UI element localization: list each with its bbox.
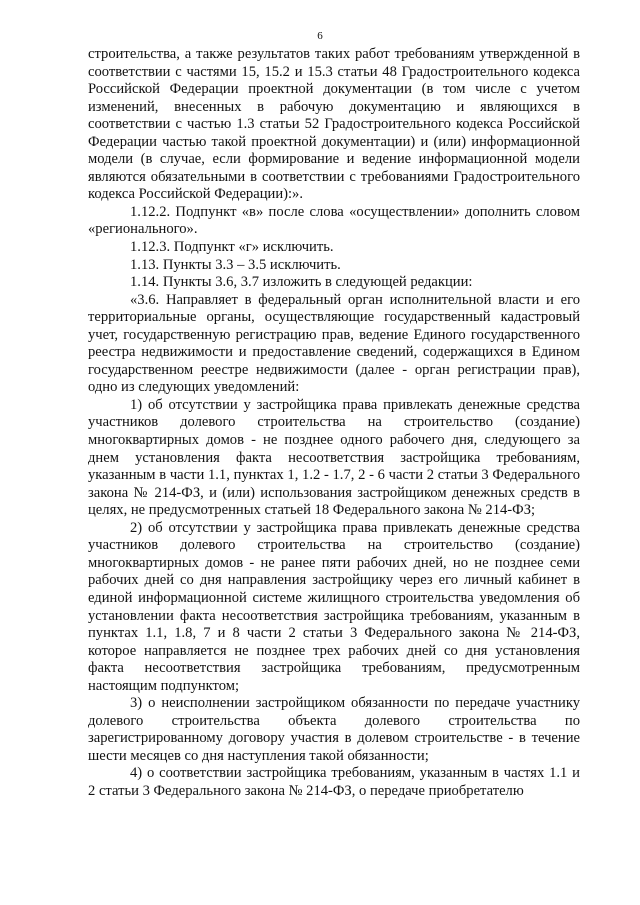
paragraph-3-6: «3.6. Направляет в федеральный орган исполнительной власти и его территориальные органы, осуществляющие государственный кадастровый учет, государственную регистрацию прав, ведение Единого государственного реестра недвижимости и предоставление сведений, содержащихся в Едином государственном реестре недвижимости (далее - орган регистрации прав), одно из следующих уведомлений: — [88, 291, 580, 396]
document-body — [88, 46, 580, 801]
list-item-3: 3) о неисполнении застройщиком обязанности по передаче участнику долевого строительства объекта долевого строительства по зарегистрированному договору участия в долевом строительстве - в течение шести месяцев со дня наступления такой обязанности; — [88, 695, 580, 764]
page-number: 6 — [317, 30, 323, 42]
paragraph-1-14: 1.14. Пункты 3.6, 3.7 изложить в следующей редакции: — [130, 274, 473, 291]
paragraph-1-12-2: 1.12.2. Подпункт «в» после слова «осуществлении» дополнить словом «регионального». — [88, 203, 580, 238]
paragraph-1-13: 1.13. Пункты 3.3 – 3.5 исключить. — [130, 256, 341, 273]
list-item-2: 2) об отсутствии у застройщика права привлекать денежные средства участников долевого строительства на строительство (создание) многоквартирных домов - не ранее пяти рабочих дней, но не позднее семи рабочих дней со дня направления застройщику через его личный кабинет в единой информационной системе жилищного строительства уведомления об установлении факта несоответствия застройщика требованиям, указанным в пунктах 1.1, 1.8, 7 и 8 части 2 статьи 3 Федерального закона № 214-ФЗ, которое направляется не позднее трех рабочих дней со дня установления факта несоответствия застройщика требованиям, предусмотренным настоящим подпунктом; — [88, 519, 580, 694]
paragraph-1-12-3: 1.12.3. Подпункт «г» исключить. — [130, 239, 334, 256]
list-item-4: 4) о соответствии застройщика требованиям, указанным в частях 1.1 и 2 статьи 3 Федерального закона № 214-ФЗ, о передаче приобретателю — [88, 765, 580, 799]
paragraph-continuation: строительства, а также результатов таких работ требованиям утвержденной в соответствии с частями 15, 15.2 и 15.3 статьи 48 Градостроительного кодекса Российской Федерации проектной документации (в том числе с учетом изменений, внесенных в рабочую документацию и являющихся в соответствии с частью 1.3 статьи 52 Градостроительного кодекса Российской Федерации частью такой проектной документации) и (или) информационной модели (в случае, если формирование и ведение информационной модели являются обязательными в соответствии с требованиями Градостроительного кодекса Российской Федерации):». — [88, 46, 580, 203]
list-item-1: 1) об отсутствии у застройщика права привлекать денежные средства участников долевого строительства на строительство (создание) многоквартирных домов - не позднее одного рабочего дня, следующего за днем установления факта несоответствия застройщика требованиям, указанным в части 1.1, пунктах 1, 1.2 - 1.7, 2 - 6 части 2 статьи 3 Федерального закона № 214-ФЗ, и (или) использования застройщиком денежных средств в целях, не предусмотренных статьей 18 Федерального закона № 214-ФЗ; — [88, 396, 580, 519]
